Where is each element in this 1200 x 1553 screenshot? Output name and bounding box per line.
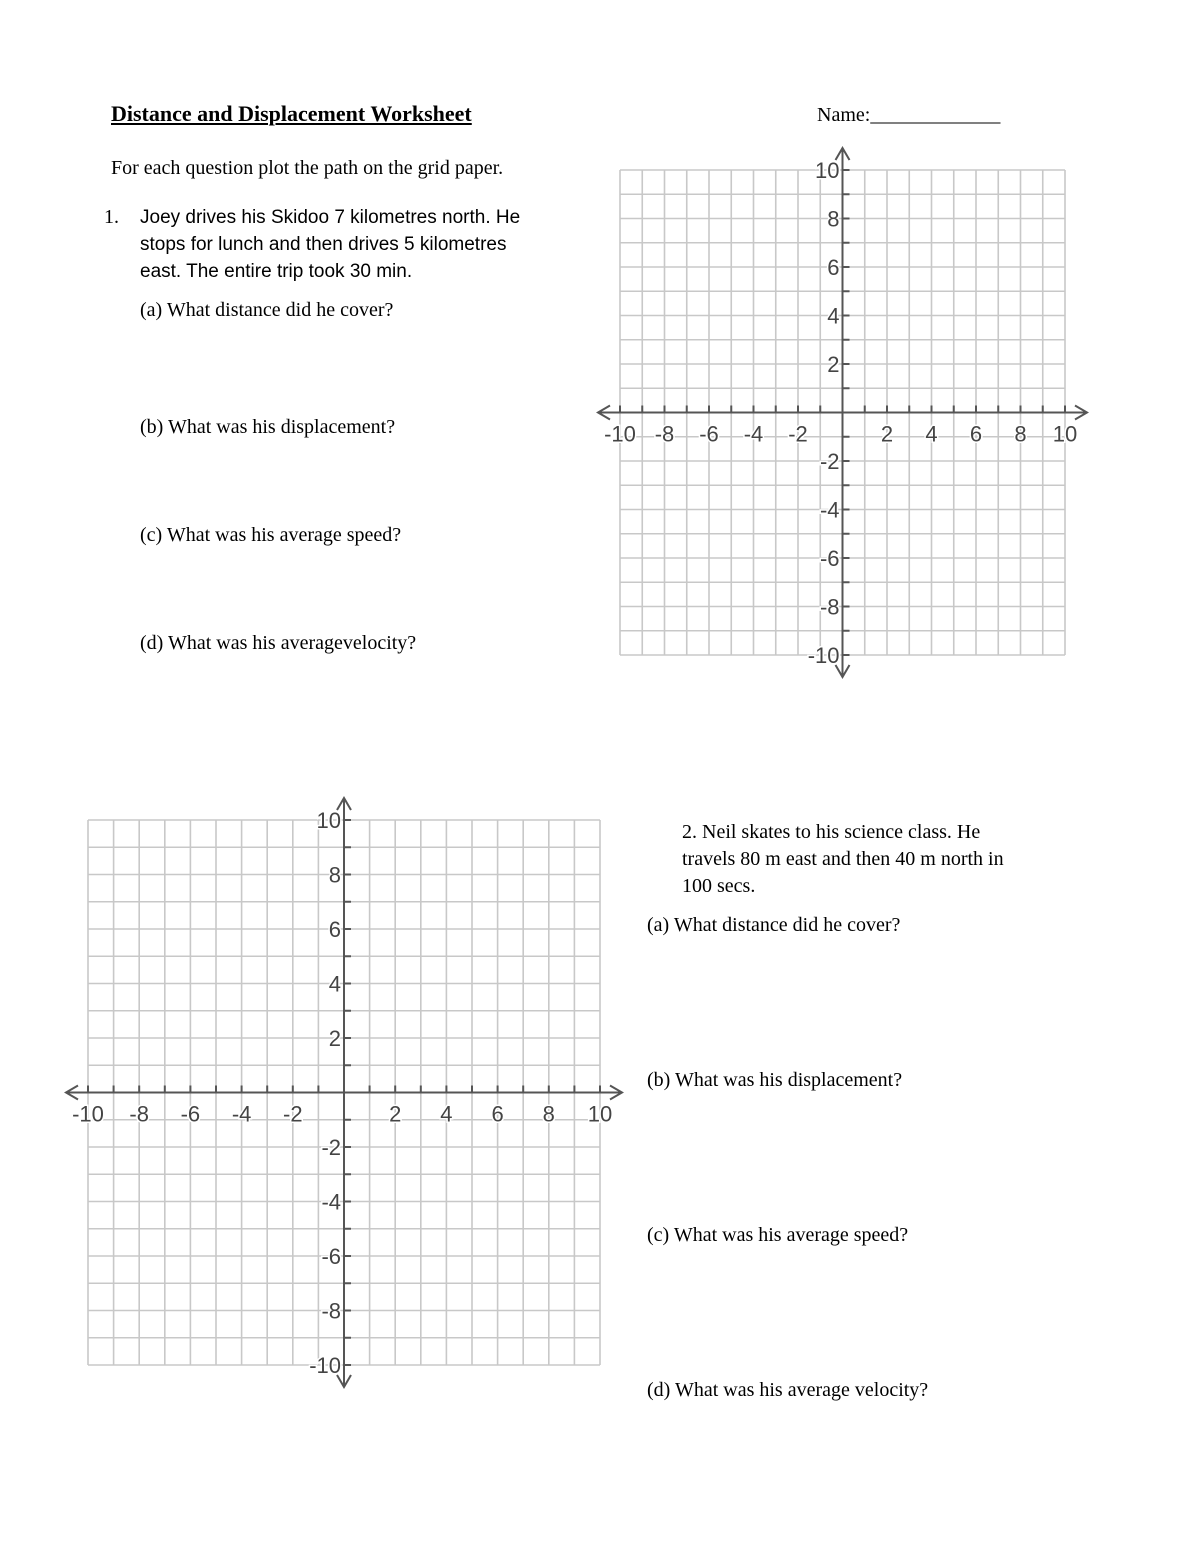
grid2-y-tick-label: -4 — [321, 1189, 341, 1215]
grid2-x-tick-label: 2 — [389, 1101, 402, 1127]
grid1-y-tick-label: 8 — [827, 206, 840, 232]
question2-line-2: travels 80 m east and then 40 m north in — [682, 848, 1004, 870]
grid2-x-tick-label: -2 — [283, 1101, 303, 1127]
grid2-x-tick-label: 10 — [587, 1101, 613, 1127]
grid2-x-tick-label: -10 — [72, 1101, 104, 1127]
grid2-y-tick-label: 2 — [328, 1026, 341, 1051]
grid2-x-tick-label: 8 — [542, 1101, 555, 1127]
grid1-x-tick-label: -2 — [788, 421, 808, 447]
grid2-x-tick-label: -4 — [231, 1101, 252, 1127]
grid1-x-tick-label: -6 — [699, 421, 719, 447]
name-label-text: Name: — [817, 104, 871, 126]
grid1-y-tick-label: 6 — [827, 255, 840, 280]
grid2-y-tick-label: -10 — [309, 1353, 341, 1378]
grid1-y-tick-label: 4 — [827, 303, 840, 329]
grid2-x-tick-label: -6 — [180, 1101, 201, 1127]
grid1-x-tick-label: -10 — [604, 421, 636, 447]
grid1-x-tick-label: 6 — [969, 421, 983, 447]
grid1-x-tick-label: 8 — [1014, 421, 1027, 447]
grid2-y-tick-label: 10 — [316, 808, 341, 833]
grid1-y-tick-label: 2 — [827, 352, 840, 377]
name-label — [817, 102, 1000, 129]
question1-part-b: (b) What was his displacement? — [140, 416, 396, 438]
question2-part-a: (a) What distance did he cover? — [647, 914, 901, 936]
grid2-y-tick-label: 4 — [328, 971, 341, 997]
grid2-y-tick-label: 8 — [328, 862, 341, 888]
question1-number: 1. — [104, 206, 119, 228]
page-title: Distance and Displacement Worksheet — [111, 101, 472, 126]
grid2-y-tick-label: 6 — [328, 917, 341, 942]
question2-line-1: 2. Neil skates to his science class. He — [682, 821, 981, 843]
grid1-y-tick-label: -6 — [819, 546, 840, 571]
question1-part-a: (a) What distance did he cover? — [140, 299, 394, 321]
question2-part-d: (d) What was his average velocity? — [647, 1379, 929, 1401]
question1-line-3: east. The entire trip took 30 min. — [140, 261, 413, 282]
question1-part-c: (c) What was his average speed? — [140, 524, 402, 546]
question2-part-b: (b) What was his displacement? — [647, 1069, 903, 1091]
question2-line-3: 100 secs. — [682, 875, 756, 897]
grid1-x-tick-label: 10 — [1052, 421, 1078, 447]
grid2-x-tick-label: 4 — [440, 1101, 453, 1127]
grid1-y-tick-label: -4 — [819, 497, 840, 523]
grid2-x-tick-label: -8 — [129, 1101, 149, 1127]
name-blank: _____________ — [870, 104, 1001, 126]
grid1-x-tick-label: -8 — [654, 421, 675, 447]
grid1-x-tick-label: 4 — [925, 421, 938, 447]
coordinate-grid-2 — [60, 792, 635, 1402]
question2-part-c: (c) What was his average speed? — [647, 1224, 909, 1246]
grid2-x-tick-label: 6 — [491, 1101, 504, 1127]
question1-line-2: stops for lunch and then drives 5 kilometres — [140, 234, 507, 255]
question1-part-d: (d) What was his averagevelocity? — [140, 632, 417, 654]
grid2-y-tick-label: -2 — [321, 1135, 341, 1160]
grid1-y-tick-label: -8 — [819, 594, 840, 620]
instructions: For each question plot the path on the grid paper. — [111, 157, 504, 179]
grid1-y-tick-label: 10 — [815, 158, 840, 183]
grid1-y-tick-label: -2 — [819, 449, 840, 474]
coordinate-grid-1 — [595, 145, 1095, 685]
grid1-x-tick-label: 2 — [880, 421, 894, 447]
grid1-y-tick-label: -10 — [807, 643, 840, 668]
question1-line-1: Joey drives his Skidoo 7 kilometres north. He — [140, 207, 521, 228]
grid2-y-tick-label: -8 — [321, 1298, 341, 1324]
grid1-x-tick-label: -4 — [743, 421, 764, 447]
grid2-y-tick-label: -6 — [321, 1244, 341, 1269]
